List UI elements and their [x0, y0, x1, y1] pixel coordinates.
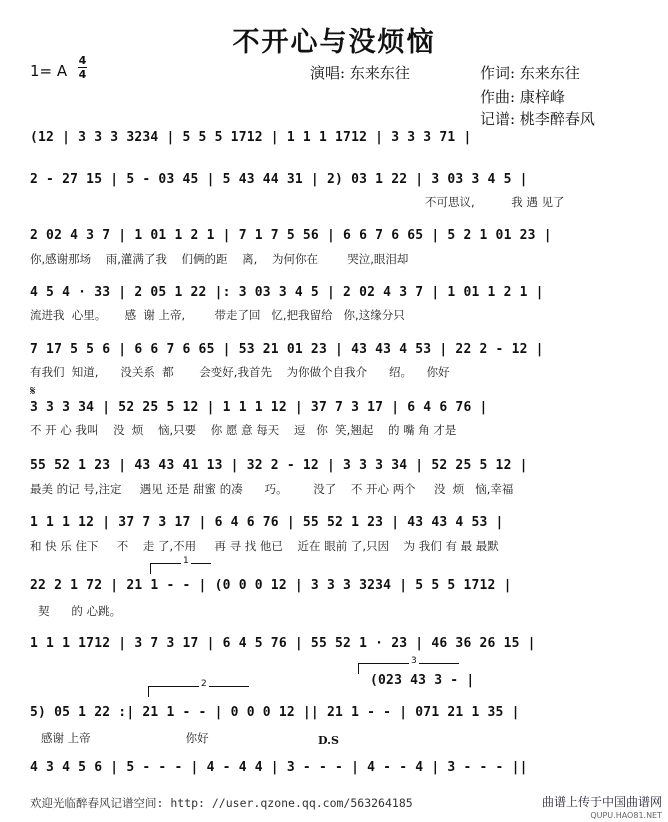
watermark-sub: QUPU.HAO81.NET — [590, 811, 662, 820]
lyric-line-7: 最美 的记 号,注定 遇见 还是 甜蜜 的凑 巧。 没了 不 开心 两个 没 烦 恼,幸福 — [30, 482, 514, 496]
time-signature — [78, 55, 87, 80]
score-line-4: 4 5 4 · 33 | 2 05 1 22 |: 3 03 3 4 5 | 2 02 4 3 7 | 1 01 1 2 1 | — [30, 285, 544, 300]
segno-sign: 𝄋 — [30, 384, 36, 399]
lyric-line-8: 和 快 乐 住下 不 走 了,不用 再 寻 找 他已 近在 眼前 了,只因 为 我们 有 最 最默 — [30, 539, 499, 553]
volta-2: 2 — [148, 686, 249, 697]
time-signature-bottom: 4 — [78, 68, 87, 81]
score-line-12: 5) 05 1 22 :| 21 1 - - | 0 0 0 12 || 21 1 - - | 071 21 1 35 | — [30, 705, 520, 720]
footer-text: 欢迎光临醉春风记谱空间: http: //user.qzone.qq.com/563264185 — [30, 796, 413, 810]
score-line-11: (023 43 3 - | — [370, 673, 475, 688]
site-watermark — [542, 796, 662, 822]
lyric-line-5: 有我们 知道, 没关系 都 会变好,我首先 为你做个自我介 绍。 你好 — [30, 365, 450, 379]
ds-marker: D.S — [318, 734, 339, 747]
lyric-line-12: 感谢 上帝 你好 — [30, 731, 209, 745]
lyric-line-4: 流进我 心里。 感 谢 上帝, 带走了回 忆,把我留给 你,这缘分只 — [30, 308, 405, 322]
score-line-13: 4 3 4 5 6 | 5 - - - | 4 - 4 4 | 3 - - - | 4 - - 4 | 3 - - - || — [30, 760, 528, 775]
lyricist-credit: 作词: 东来东往 — [480, 64, 580, 82]
composer-credit: 作曲: 康梓峰 — [480, 88, 565, 106]
volta-3: 3 — [358, 663, 459, 674]
lyric-line-6: 不 开 心 我叫 没 烦 恼,只要 你 愿 意 每天 逗 你 笑,翘起 的 嘴 角 才是 — [30, 423, 457, 437]
lyric-line-3: 你,感谢那场 雨,灌满了我 们俩的距 离, 为何你在 哭泣,眼泪却 — [30, 252, 409, 266]
lyric-line-2: 不可思议, 我 遇 见了 — [425, 195, 565, 209]
score-line-7: 55 52 1 23 | 43 43 41 13 | 32 2 - 12 | 3 3 3 34 | 52 25 5 12 | — [30, 458, 528, 473]
lyric-line-9: 契 的 心跳。 — [38, 604, 122, 618]
key-signature: 1= A — [30, 62, 68, 80]
score-line-1: (12 | 3 3 3 3234 | 5 5 5 1712 | 1 1 1 1712 | 3 3 3 71 | — [30, 130, 472, 145]
score-line-8: 1 1 1 12 | 37 7 3 17 | 6 4 6 76 | 55 52 1 23 | 43 43 4 53 | — [30, 515, 504, 530]
volta-1: 1 — [150, 563, 211, 574]
song-title: 不开心与没烦恼 — [232, 27, 436, 58]
score-line-5: 7 17 5 5 6 | 6 6 7 6 65 | 53 21 01 23 | 43 43 4 53 | 22 2 - 12 | — [30, 342, 544, 357]
time-signature-top: 4 — [78, 54, 87, 67]
score-line-10: 1 1 1 1712 | 3 7 3 17 | 6 4 5 76 | 55 52 1 · 23 | 46 36 26 15 | — [30, 636, 536, 651]
score-line-3: 2 02 4 3 7 | 1 01 1 2 1 | 7 1 7 5 56 | 6 6 7 6 65 | 5 2 1 01 23 | — [30, 228, 552, 243]
singer-credit: 演唱: 东来东往 — [310, 64, 410, 82]
score-line-2: 2 - 27 15 | 5 - 03 45 | 5 43 44 31 | 2) 03 1 22 | 3 03 3 4 5 | — [30, 172, 528, 187]
watermark-main: 曲谱上传于中国曲谱网 — [541, 795, 662, 809]
score-line-6: 3 3 3 34 | 52 25 5 12 | 1 1 1 12 | 37 7 3 17 | 6 4 6 76 | — [30, 400, 488, 415]
score-line-9: 22 2 1 72 | 21 1 - - | (0 0 0 12 | 3 3 3 3234 | 5 5 5 1712 | — [30, 578, 512, 593]
transcriber-credit: 记谱: 桃李醉春风 — [480, 110, 595, 128]
